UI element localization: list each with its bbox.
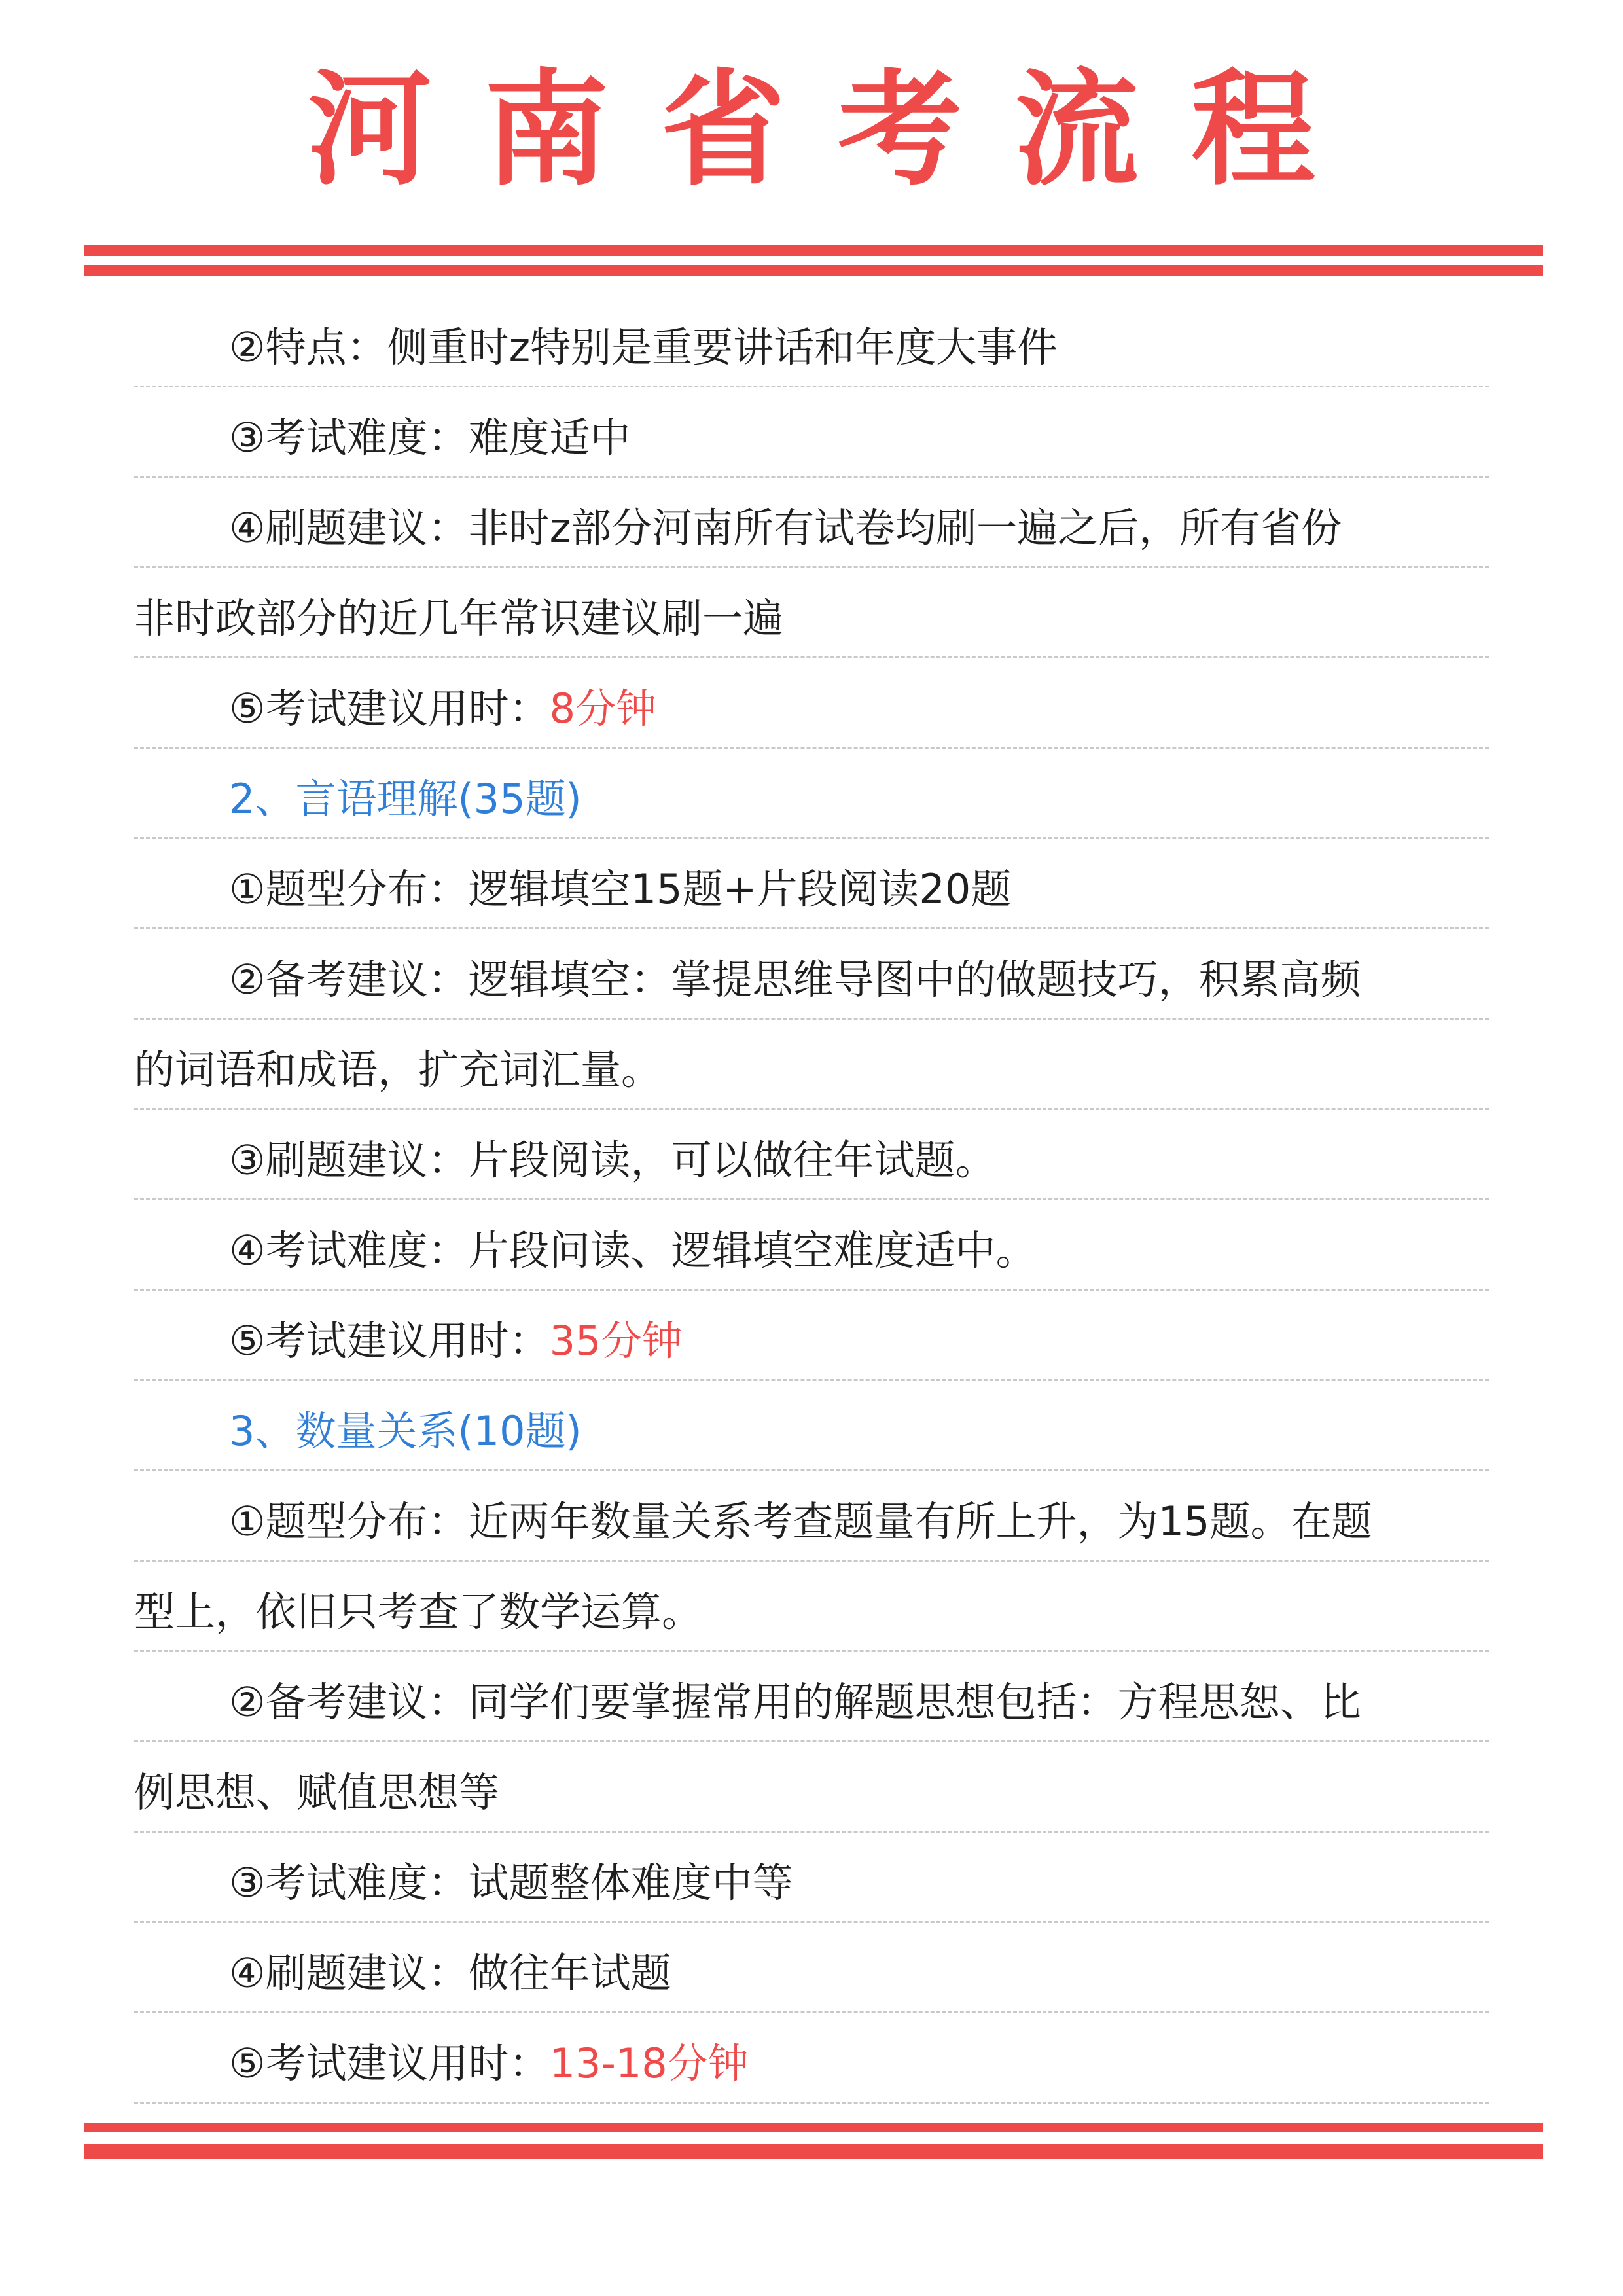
time-value: 8分钟 (549, 685, 657, 732)
text-line (134, 1200, 1489, 1291)
header-rule-upper (84, 245, 1543, 256)
text-line (134, 839, 1489, 929)
line-text: ⑤考试建议用时： (229, 2039, 550, 2087)
section-heading (134, 749, 1489, 839)
text-line (134, 929, 1489, 1020)
text-line (134, 2013, 1489, 2104)
text-line (134, 1923, 1489, 2013)
line-text: ④刷题建议：做往年试题 (229, 1949, 671, 1997)
line-text: ⑤考试建议用时： (229, 1317, 550, 1365)
text-line (134, 387, 1489, 478)
line-text: 型上，依旧只考查了数学运算。 (134, 1588, 703, 1636)
line-text: ②备考建议：逻辑填空：掌提思维导图中的做题技巧，积累高频 (229, 956, 1361, 1003)
time-value: 35分钟 (549, 1317, 683, 1365)
section-heading (134, 1381, 1489, 1471)
line-text: 例思想、赋值思想等 (134, 1768, 500, 1816)
line-text: ①题型分布：近两年数量关系考查题量有所上升，为15题。在题 (229, 1498, 1372, 1545)
text-line (134, 1471, 1489, 1562)
text-line (134, 297, 1489, 387)
line-text: ②备考建议：同学们要掌握常用的解题思想包括：方程思恕、比 (229, 1678, 1361, 1726)
time-value: 13-18分钟 (549, 2039, 749, 2087)
text-line (134, 478, 1489, 568)
text-line (134, 568, 1489, 658)
line-text: 3、数量关系(10题) (229, 1407, 582, 1455)
line-text: ⑤考试建议用时： (229, 685, 550, 732)
text-line (134, 1742, 1489, 1833)
text-line (134, 1562, 1489, 1652)
footer-rule-upper (84, 2123, 1543, 2132)
text-line (134, 1652, 1489, 1742)
line-text: ④考试难度：片段问读、逻辑填空难度适中。 (229, 1227, 1037, 1274)
line-text: 2、言语理解(35题) (229, 775, 582, 823)
footer-rule-lower (84, 2144, 1543, 2159)
text-line (134, 1110, 1489, 1200)
text-line (134, 1291, 1489, 1381)
line-text: ③刷题建议：片段阅读，可以做往年试题。 (229, 1136, 996, 1184)
text-line (134, 1833, 1489, 1923)
line-text: ④刷题建议：非时z部分河南所有试卷均刷一遍之后，所有省份 (229, 504, 1342, 552)
header-rule-lower (84, 265, 1543, 276)
line-text: ①题型分布：逻辑填空15题+片段阅读20题 (229, 865, 1012, 913)
text-line (134, 658, 1489, 749)
line-text: 的词语和成语，扩充词汇量。 (134, 1046, 662, 1094)
text-line (134, 1020, 1489, 1110)
line-text: ③考试难度：试题整体难度中等 (229, 1859, 793, 1907)
page-title: 河南省考流程 (307, 56, 1368, 202)
line-text: ③考试难度：难度适中 (229, 414, 631, 461)
line-text: ②特点：侧重时z特别是重要讲话和年度大事件 (229, 323, 1058, 371)
line-text: 非时政部分的近几年常识建议刷一遍 (134, 594, 784, 642)
